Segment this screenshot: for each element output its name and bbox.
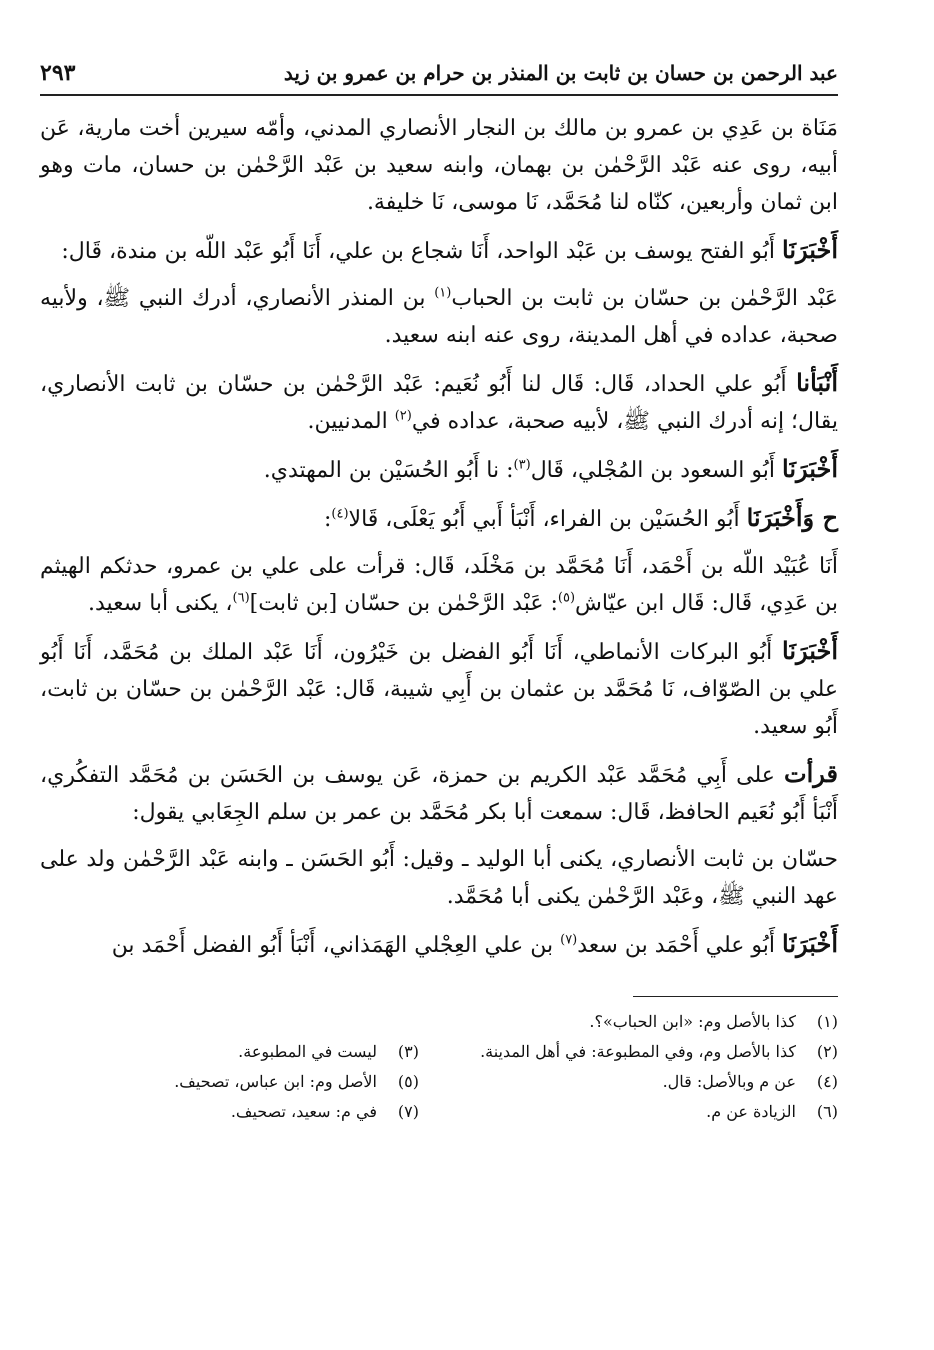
footnote-marker: (٣) <box>513 457 531 473</box>
footnote-marker: (٤) <box>331 506 349 522</box>
paragraph-lead-word: قرأت <box>784 759 838 788</box>
paragraph-text: أَبُو علي الحداد، قَال: قَال لنا أَبُو نُعَيم: عَبْد الرَّحْمٰن بن حسّان بن ثابت الأنصاري، يقال؛ إنه أدرك النبي ﷺ، لأبيه صحبة، عداده في <box>40 372 838 434</box>
paragraph <box>40 231 838 270</box>
footnote-number: (٣) <box>397 1042 419 1061</box>
paragraph-text: المدنيين. <box>307 409 395 434</box>
footnote-marker: (٦) <box>232 590 250 606</box>
header-rule <box>40 94 838 96</box>
book-page <box>40 58 838 1125</box>
footnote-marker: (٢) <box>394 408 412 424</box>
footnote <box>40 1009 838 1035</box>
paragraph-lead-word: ح وَأَخْبَرَنَا <box>746 503 838 532</box>
footnote-number: (٢) <box>816 1042 838 1061</box>
paragraph-text: أَنَا عُبَيْد اللّه بن أَحْمَد، أَنَا مُحَمَّد بن مَخْلَد، قَال: قرأت على علي بن عمرو، حدثكم الهيثم بن عَدِي، قَال: قَال ابن عيّاش <box>40 554 838 616</box>
footnote-number: (٤) <box>816 1072 838 1091</box>
footnote <box>459 1069 838 1095</box>
paragraph-lead-word: أَخْبَرَنَا <box>782 454 838 483</box>
paragraph <box>40 110 838 221</box>
paragraph <box>40 499 838 538</box>
paragraph-text: : <box>323 507 332 532</box>
paragraph-text: عَبْد الرَّحْمٰن بن حسّان بن ثابت بن الحباب <box>451 286 838 311</box>
paragraph-lead-word: أَخْبَرَنَا <box>782 636 838 665</box>
footnote <box>459 1099 838 1125</box>
running-head <box>40 58 838 92</box>
running-head-title: عبد الرحمن بن حسان بن ثابت بن المنذر بن حرام بن عمرو بن زيد <box>283 61 838 85</box>
paragraph <box>40 632 838 745</box>
paragraph-text: حسّان بن ثابت الأنصاري، يكنى أبا الوليد ـ وقيل: أَبُو الحَسَن ـ وابنه عَبْد الرَّحْمٰن ولد على عهد النبي ﷺ، وعَبْد الرَّحْمٰن يكنى أبا مُحَمَّد. <box>40 847 838 909</box>
footnote-marker: (٥) <box>557 590 576 606</box>
footnote-text: ليست في المطبوعة. <box>238 1042 377 1061</box>
paragraph-text: : عَبْد الرَّحْمٰن بن حسّان [بن ثابت] <box>249 591 558 616</box>
footnote-number: (١) <box>816 1012 838 1031</box>
paragraph-lead-word: أَخْبَرَنَا <box>782 235 838 264</box>
paragraph <box>40 548 838 622</box>
paragraph-text: بن علي العِجْلي الهَمَذاني، أَنْبَأ أَبُو الفضل أَحْمَد بن <box>111 933 561 958</box>
footnote-separator <box>633 996 838 997</box>
paragraph <box>40 364 838 440</box>
paragraph-text: مَنَاة بن عَدِي بن عمرو بن مالك بن النجار الأنصاري المدني، وأمّه سيرين أخت مارية، عَن أبيه، روى عنه عَبْد الرَّحْمٰن بن بهمان، وابنه سعيد بن عَبْد الرَّحْمٰن بن حسان، مات وهو ابن ثمان وأربعين، كنّاه لنا مُحَمَّد، نَا موسى، نَا خليفة. <box>40 116 838 215</box>
footnote-number: (٦) <box>816 1102 838 1121</box>
footnote <box>40 1099 419 1125</box>
footnote <box>459 1039 838 1065</box>
page-number: ٢٩٣ <box>40 60 76 86</box>
paragraph-text: بن المنذر الأنصاري، أدرك النبي ﷺ، ولأبيه صحبة، عداده في أهل المدينة، روى عنه ابنه سعيد. <box>40 286 838 348</box>
paragraph-text: أَبُو البركات الأنماطي، أَنَا أَبُو الفضل بن خَيْرُون، أَنَا عَبْد الملك بن مُحَمَّد، أَنَا أَبُو علي بن الصّوّاف، نَا مُحَمَّد بن عثمان بن أَبِي شيبة، قَال: عَبْد الرَّحْمٰن بن حسّان بن ثابت، أَبُو سعيد. <box>40 640 838 739</box>
paragraph-text: : نا أَبُو الحُسَيْن بن المهتدي. <box>263 458 514 483</box>
footnote <box>40 1039 419 1065</box>
footnote-number: (٧) <box>397 1102 419 1121</box>
paragraph-text: على أَبِي مُحَمَّد عَبْد الكريم بن حمزة، عَن يوسف بن الحَسَن بن مُحَمَّد التفكُري، أَنْبَأ أَبُو نُعَيم الحافظ، قَال: سمعت أبا بكر مُحَمَّد بن عمر بن سلم الجِعَابي يقول: <box>40 763 838 825</box>
paragraph <box>40 925 838 964</box>
paragraph-text: أَبُو علي أَحْمَد بن سعد <box>577 933 783 958</box>
footnote-marker: (٧) <box>560 932 578 948</box>
paragraph <box>40 841 838 915</box>
paragraph <box>40 755 838 831</box>
footnote-marker: (١) <box>434 285 452 301</box>
paragraph <box>40 450 838 489</box>
paragraph-lead-word: أَنْبَأنا <box>796 368 838 397</box>
footnote-text: في م: سعيد، تصحيف. <box>230 1102 377 1121</box>
paragraph-text: أَبُو الحُسَيْن بن الفراء، أَنْبَأ أَبي أَبُو يَعْلَى، قَالا <box>348 507 747 532</box>
footnote-text: كذا بالأصل وم: «ابن الحباب»؟. <box>589 1012 796 1031</box>
footnote-text: عن م وبالأصل: قال. <box>662 1072 796 1091</box>
paragraph-text: أَبُو الفتح يوسف بن عَبْد الواحد، أَنَا شجاع بن علي، أَنَا أَبُو عَبْد اللّه بن مندة، قَال: <box>61 239 783 264</box>
paragraph-text: ، يكنى أبا سعيد. <box>88 591 233 616</box>
paragraph-lead-word: أَخْبَرَنَا <box>782 929 838 958</box>
footnote-text: الزيادة عن م. <box>706 1102 796 1121</box>
footnote-text: كذا بالأصل وم، وفي المطبوعة: في أهل المدينة. <box>480 1042 796 1061</box>
footnote-number: (٥) <box>397 1072 419 1091</box>
footnote <box>40 1069 419 1095</box>
paragraph <box>40 280 838 354</box>
paragraph-text: أَبُو السعود بن المُجْلي، قَال <box>530 458 783 483</box>
body-text <box>40 110 838 964</box>
footnotes <box>40 1009 838 1125</box>
footnote-text: الأصل وم: ابن عباس، تصحيف. <box>174 1072 377 1091</box>
